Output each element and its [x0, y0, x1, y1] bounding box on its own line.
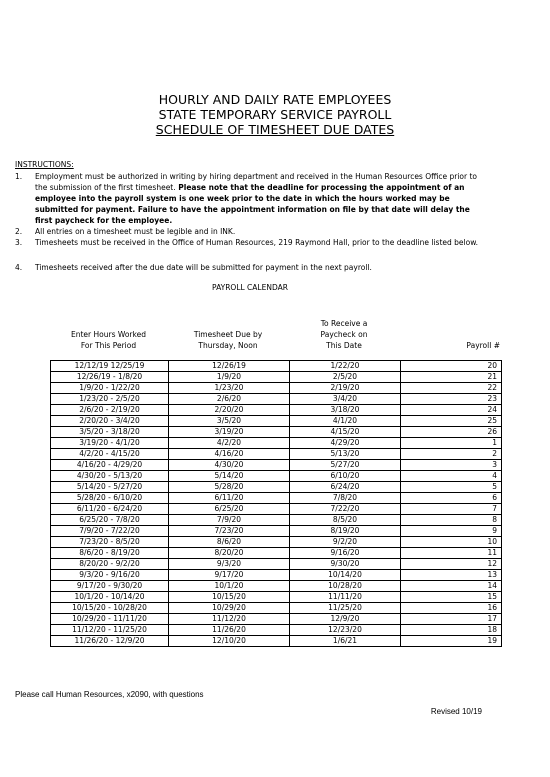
- paycheck-date-cell: 8/5/20: [290, 515, 401, 526]
- payroll-number-cell: 11: [401, 548, 502, 559]
- period-cell: 4/30/20 - 5/13/20: [51, 471, 169, 482]
- payroll-number-cell: 9: [401, 526, 502, 537]
- table-row: [51, 636, 502, 647]
- table-row: [51, 372, 502, 383]
- header-line: [50, 318, 167, 329]
- table-row: [51, 537, 502, 548]
- table-row: [51, 504, 502, 515]
- paycheck-date-cell: 7/22/20: [290, 504, 401, 515]
- due-date-cell: 11/12/20: [169, 614, 290, 625]
- table-row: [51, 383, 502, 394]
- payroll-number-cell: 19: [401, 636, 502, 647]
- instruction-text: Timesheets received after the due date will be submitted for payment in the next payroll.: [35, 263, 372, 272]
- due-date-cell: 12/10/20: [169, 636, 290, 647]
- table-row: [51, 416, 502, 427]
- header-line: [168, 318, 288, 329]
- payroll-number-cell: 21: [401, 372, 502, 383]
- header-line: Timesheet Due by: [193, 330, 263, 339]
- paycheck-date-cell: 7/8/20: [290, 493, 401, 504]
- period-cell: 7/23/20 - 8/5/20: [51, 537, 169, 548]
- period-cell: 8/6/20 - 8/19/20: [51, 548, 169, 559]
- payroll-number-cell: 10: [401, 537, 502, 548]
- paycheck-date-cell: 10/14/20: [290, 570, 401, 581]
- paycheck-date-cell: 11/25/20: [290, 603, 401, 614]
- due-date-cell: 12/26/19: [169, 361, 290, 372]
- due-date-cell: 7/23/20: [169, 526, 290, 537]
- footer-note: Please call Human Resources, x2090, with questions: [15, 690, 204, 699]
- payroll-number-cell: 1: [401, 438, 502, 449]
- payroll-number-cell: 5: [401, 482, 502, 493]
- due-date-cell: 3/5/20: [169, 416, 290, 427]
- table-row: [51, 449, 502, 460]
- period-cell: 5/14/20 - 5/27/20: [51, 482, 169, 493]
- payroll-number-cell: 15: [401, 592, 502, 603]
- due-date-cell: 10/15/20: [169, 592, 290, 603]
- table-row: [51, 471, 502, 482]
- header-line: To Receive a: [320, 319, 368, 328]
- header-line: Paycheck on: [320, 330, 368, 339]
- table-row: [51, 548, 502, 559]
- payroll-number-cell: 6: [401, 493, 502, 504]
- due-date-cell: 4/30/20: [169, 460, 290, 471]
- table-row: [51, 559, 502, 570]
- paycheck-date-cell: 3/4/20: [290, 394, 401, 405]
- table-row: [51, 526, 502, 537]
- period-cell: 9/17/20 - 9/30/20: [51, 581, 169, 592]
- period-cell: 1/23/20 - 2/5/20: [51, 394, 169, 405]
- period-cell: 9/3/20 - 9/16/20: [51, 570, 169, 581]
- instruction-number: 3.: [15, 238, 23, 247]
- instruction-text: [35, 171, 485, 226]
- due-date-cell: 1/9/20: [169, 372, 290, 383]
- due-date-cell: 10/1/20: [169, 581, 290, 592]
- paycheck-date-cell: 4/1/20: [290, 416, 401, 427]
- due-date-cell: 8/6/20: [169, 537, 290, 548]
- table-row: [51, 614, 502, 625]
- revised-date: Revised 10/19: [430, 707, 482, 716]
- table-row: [51, 592, 502, 603]
- header-line: This Date: [326, 341, 362, 350]
- period-cell: 4/2/20 - 4/15/20: [51, 449, 169, 460]
- period-cell: 4/16/20 - 4/29/20: [51, 460, 169, 471]
- payroll-number-cell: 2: [401, 449, 502, 460]
- instruction-text-bold: Please note that the deadline for processing the appointment of an employee into the payroll system is one week prior to the date in which the hours worked may be submitted for payment. Failure to have the appointment information on file by that date will delay the first paycheck for the employee.: [35, 183, 470, 225]
- header-line: [400, 329, 500, 340]
- due-date-cell: 9/3/20: [169, 559, 290, 570]
- due-date-cell: 2/20/20: [169, 405, 290, 416]
- due-date-cell: 1/23/20: [169, 383, 290, 394]
- table-row: [51, 625, 502, 636]
- paycheck-date-cell: 5/27/20: [290, 460, 401, 471]
- due-date-cell: 7/9/20: [169, 515, 290, 526]
- instruction-number: 2.: [15, 227, 23, 236]
- period-cell: 2/6/20 - 2/19/20: [51, 405, 169, 416]
- title-line-2: STATE TEMPORARY SERVICE PAYROLL: [158, 107, 392, 122]
- period-cell: 10/29/20 - 11/11/20: [51, 614, 169, 625]
- payroll-number-cell: 12: [401, 559, 502, 570]
- table-row: [51, 515, 502, 526]
- period-cell: 10/1/20 - 10/14/20: [51, 592, 169, 603]
- instruction-text: All entries on a timesheet must be legible and in INK.: [35, 227, 236, 236]
- payroll-number-cell: 17: [401, 614, 502, 625]
- instruction-number: 1.: [15, 172, 23, 181]
- header-line: For This Period: [80, 341, 137, 350]
- calendar-title: PAYROLL CALENDAR: [212, 283, 288, 292]
- paycheck-date-cell: 5/13/20: [290, 449, 401, 460]
- table-row: [51, 405, 502, 416]
- period-cell: 5/28/20 - 6/10/20: [51, 493, 169, 504]
- paycheck-date-cell: 2/19/20: [290, 383, 401, 394]
- title-line-1: HOURLY AND DAILY RATE EMPLOYEES: [158, 92, 392, 107]
- paycheck-date-cell: 12/9/20: [290, 614, 401, 625]
- period-cell: 8/20/20 - 9/2/20: [51, 559, 169, 570]
- paycheck-date-cell: 11/11/20: [290, 592, 401, 603]
- payroll-calendar-table: [50, 360, 502, 647]
- period-cell: 12/26/19 - 1/8/20: [51, 372, 169, 383]
- payroll-number-cell: 14: [401, 581, 502, 592]
- column-header-due: [168, 318, 288, 351]
- period-cell: 11/12/20 - 11/25/20: [51, 625, 169, 636]
- paycheck-date-cell: 12/23/20: [290, 625, 401, 636]
- payroll-number-cell: 4: [401, 471, 502, 482]
- title-line-3: SCHEDULE OF TIMESHEET DUE DATES: [155, 122, 395, 137]
- instruction-number: 4.: [15, 263, 23, 272]
- payroll-number-cell: 13: [401, 570, 502, 581]
- table-row: [51, 603, 502, 614]
- paycheck-date-cell: 3/18/20: [290, 405, 401, 416]
- instruction-text: Timesheets must be received in the Office of Human Resources, 219 Raymond Hall, prior to the deadline listed below.: [35, 238, 479, 247]
- table-row: [51, 493, 502, 504]
- table-row: [51, 460, 502, 471]
- paycheck-date-cell: 9/16/20: [290, 548, 401, 559]
- payroll-number-cell: 20: [401, 361, 502, 372]
- paycheck-date-cell: 6/24/20: [290, 482, 401, 493]
- due-date-cell: 3/19/20: [169, 427, 290, 438]
- period-cell: 11/26/20 - 12/9/20: [51, 636, 169, 647]
- instructions-heading: INSTRUCTIONS:: [15, 160, 74, 169]
- header-line: Payroll #: [466, 341, 500, 350]
- payroll-number-cell: 26: [401, 427, 502, 438]
- payroll-number-cell: 3: [401, 460, 502, 471]
- header-line: Enter Hours Worked: [71, 330, 146, 339]
- period-cell: 3/5/20 - 3/18/20: [51, 427, 169, 438]
- due-date-cell: 8/20/20: [169, 548, 290, 559]
- paycheck-date-cell: 6/10/20: [290, 471, 401, 482]
- due-date-cell: 2/6/20: [169, 394, 290, 405]
- due-date-cell: 5/14/20: [169, 471, 290, 482]
- paycheck-date-cell: 1/22/20: [290, 361, 401, 372]
- due-date-cell: 10/29/20: [169, 603, 290, 614]
- due-date-cell: 11/26/20: [169, 625, 290, 636]
- table-row: [51, 570, 502, 581]
- instruction-text-normal: Employment must be authorized in writing by hiring department and received in the Human Resources Office prior to the submission of the first timesheet.: [35, 172, 478, 192]
- due-date-cell: 9/17/20: [169, 570, 290, 581]
- payroll-number-cell: 16: [401, 603, 502, 614]
- paycheck-date-cell: 4/15/20: [290, 427, 401, 438]
- payroll-number-cell: 8: [401, 515, 502, 526]
- period-cell: 10/15/20 - 10/28/20: [51, 603, 169, 614]
- paycheck-date-cell: 9/2/20: [290, 537, 401, 548]
- paycheck-date-cell: 9/30/20: [290, 559, 401, 570]
- due-date-cell: 6/11/20: [169, 493, 290, 504]
- table-row: [51, 394, 502, 405]
- period-cell: 7/9/20 - 7/22/20: [51, 526, 169, 537]
- payroll-number-cell: 7: [401, 504, 502, 515]
- table-row: [51, 581, 502, 592]
- paycheck-date-cell: 2/5/20: [290, 372, 401, 383]
- paycheck-date-cell: 8/19/20: [290, 526, 401, 537]
- header-line: [400, 318, 500, 329]
- paycheck-date-cell: 4/29/20: [290, 438, 401, 449]
- payroll-number-cell: 24: [401, 405, 502, 416]
- table-row: [51, 482, 502, 493]
- payroll-number-cell: 22: [401, 383, 502, 394]
- paycheck-date-cell: 10/28/20: [290, 581, 401, 592]
- period-cell: 3/19/20 - 4/1/20: [51, 438, 169, 449]
- payroll-calendar-body: [51, 361, 502, 647]
- period-cell: 6/25/20 - 7/8/20: [51, 515, 169, 526]
- payroll-number-cell: 23: [401, 394, 502, 405]
- payroll-number-cell: 18: [401, 625, 502, 636]
- column-header-paycheck: [289, 318, 399, 351]
- table-row: [51, 361, 502, 372]
- header-line: Thursday, Noon: [198, 341, 258, 350]
- paycheck-date-cell: 1/6/21: [290, 636, 401, 647]
- period-cell: 6/11/20 - 6/24/20: [51, 504, 169, 515]
- table-row: [51, 427, 502, 438]
- period-cell: 1/9/20 - 1/22/20: [51, 383, 169, 394]
- period-cell: 2/20/20 - 3/4/20: [51, 416, 169, 427]
- column-header-payroll: [400, 318, 500, 351]
- column-header-hours: [50, 318, 167, 351]
- table-row: [51, 438, 502, 449]
- due-date-cell: 4/16/20: [169, 449, 290, 460]
- payroll-number-cell: 25: [401, 416, 502, 427]
- period-cell: 12/12/19 12/25/19: [51, 361, 169, 372]
- due-date-cell: 6/25/20: [169, 504, 290, 515]
- due-date-cell: 5/28/20: [169, 482, 290, 493]
- due-date-cell: 4/2/20: [169, 438, 290, 449]
